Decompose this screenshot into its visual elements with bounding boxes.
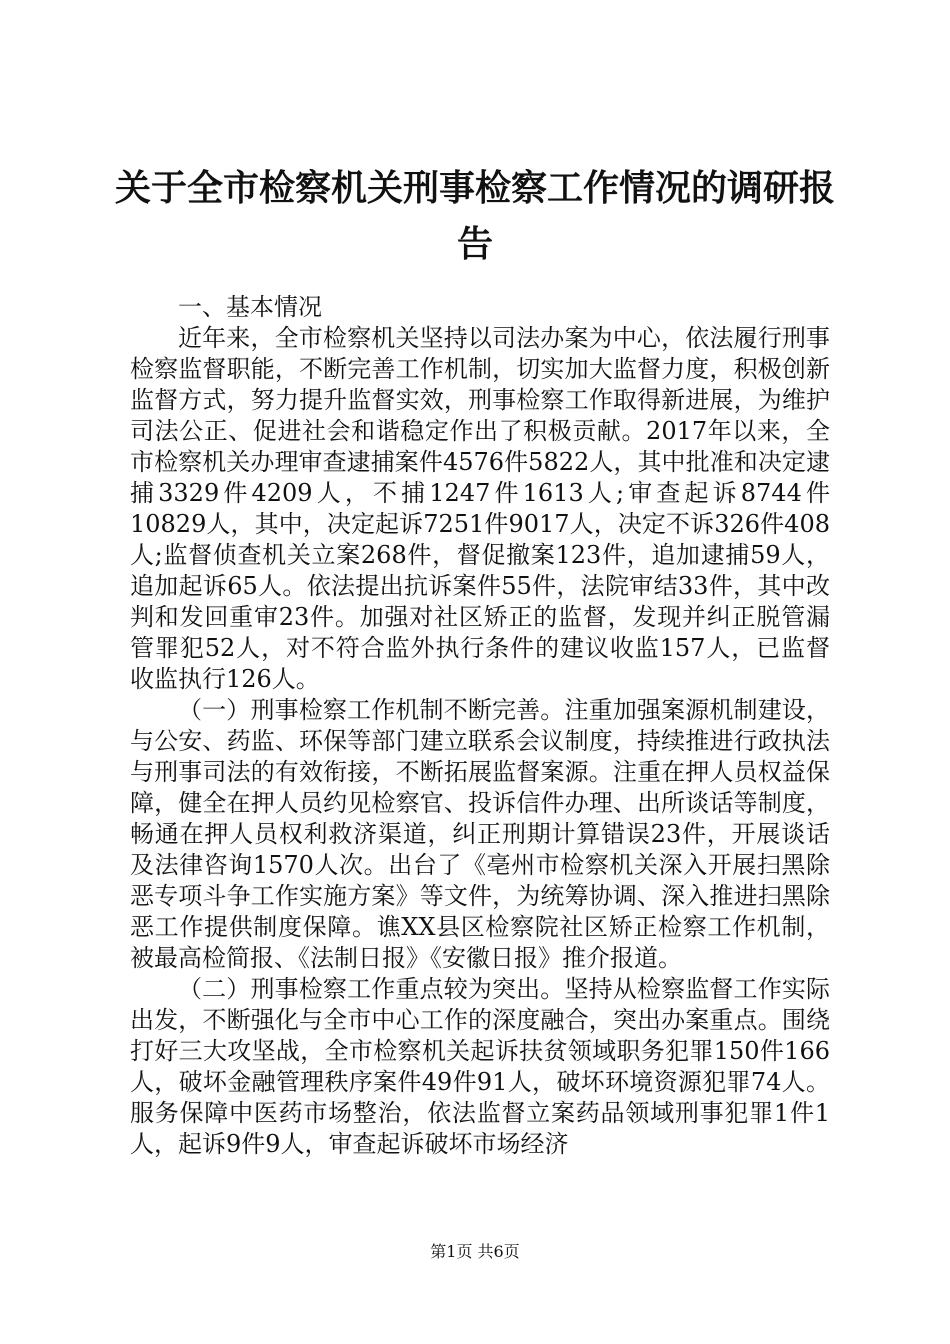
page-footer: 第1页 共6页 bbox=[430, 1242, 520, 1261]
section-heading: 一、基本情况 bbox=[178, 293, 322, 321]
document-title: 关于全市检察机关刑事检察工作情况的调研报告 bbox=[114, 167, 835, 265]
document-body bbox=[130, 292, 830, 1160]
paragraph: （二）刑事检察工作重点较为突出。坚持从检察监督工作实际出发，不断强化与全市中心工作的深度融合，突出办案重点。围绕打好三大攻坚战，全市检察机关起诉扶贫领域职务犯罪150件166人，破坏金融管理秩序案件49件91人，破坏环境资源犯罪74人。服务保障中医药市场整治，依法监督立案药品领域刑事犯罪1件1人，起诉9件9人，审查起诉破坏市场经济 bbox=[130, 975, 830, 1158]
paragraph: （一）刑事检察工作机制不断完善。注重加强案源机制建设，与公安、药监、环保等部门建立联系会议制度，持续推进行政执法与刑事司法的有效衔接，不断拓展监督案源。注重在押人员权益保障，健全在押人员约见检察官、投诉信件办理、出所谈话等制度，畅通在押人员权利救济渠道，纠正刑期计算错误23件，开展谈话及法律咨询1570人次。出台了《亳州市检察机关深入开展扫黑除恶专项斗争工作实施方案》等文件，为统筹协调、深入推进扫黑除恶工作提供制度保障。谯XX县区检察院社区矫正检察工作机制，被最高检简报、《法制日报》《安徽日报》推介报道。 bbox=[130, 696, 830, 972]
paragraph: 近年来，全市检察机关坚持以司法办案为中心，依法履行刑事检察监督职能，不断完善工作机制，切实加大监督力度，积极创新监督方式，努力提升监督实效，刑事检察工作取得新进展，为维护司法公正、促进社会和谐稳定作出了积极贡献。2017年以来，全市检察机关办理审查逮捕案件4576件5822人，其中批准和决定逮捕3329件4209人，不捕1247件1613人;审查起诉8744件10829人，其中，决定起诉7251件9017人，决定不诉326件408人;监督侦查机关立案268件，督促撤案123件，追加逮捕59人，追加起诉65人。依法提出抗诉案件55件，法院审结33件，其中改判和发回重审23件。加强对社区矫正的监督，发现并纠正脱管漏管罪犯52人，对不符合监外执行条件的建议收监157人，已监督收监执行126人。 bbox=[130, 324, 830, 693]
